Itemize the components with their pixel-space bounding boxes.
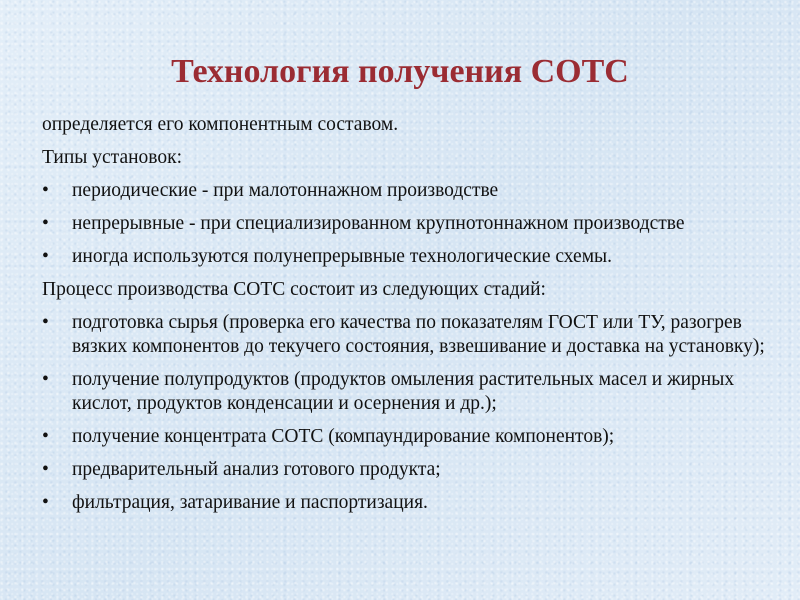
intro-text: определяется его компонентным составом.: [42, 114, 399, 135]
bullet-icon: •: [42, 492, 49, 513]
bullet-icon: •: [42, 312, 49, 333]
slide-body: [42, 113, 772, 524]
bullet-icon: •: [42, 426, 49, 447]
list-item: [42, 491, 772, 515]
process-stages-list: [42, 311, 772, 515]
installation-types-heading: Типы установок:: [42, 147, 182, 168]
slide-title: Технология получения СОТС: [171, 53, 629, 90]
list-item: [42, 245, 772, 269]
list-item: [42, 368, 772, 416]
list-item-text: фильтрация, затаривание и паспортизация.: [72, 492, 428, 513]
bullet-icon: •: [42, 213, 49, 234]
installation-types-list: [42, 179, 772, 269]
list-item: [42, 425, 772, 449]
list-item-text: получение полупродуктов (продуктов омыления растительных масел и жирных кислот, продуктов конденсации и осернения и др.);: [72, 369, 735, 414]
list-item-text: непрерывные - при специализированном крупнотоннажном производстве: [72, 213, 685, 234]
list-item: [42, 311, 772, 359]
bullet-icon: •: [42, 246, 49, 267]
list-item-text: предварительный анализ готового продукта;: [72, 459, 441, 480]
list-item-text: периодические - при малотоннажном производстве: [72, 180, 499, 201]
list-item-text: иногда используются полунепрерывные технологические схемы.: [72, 246, 613, 267]
bullet-icon: •: [42, 459, 49, 480]
list-item-text: подготовка сырья (проверка его качества по показателям ГОСТ или ТУ, разогрев вязких компонентов до текучего состояния, взвешивание и доставка на установку);: [72, 312, 765, 357]
list-item: [42, 458, 772, 482]
list-item-text: получение концентрата СОТС (компаундирование компонентов);: [72, 426, 615, 447]
process-stages-heading: Процесс производства СОТС состоит из следующих стадий:: [42, 279, 546, 300]
bullet-icon: •: [42, 369, 49, 390]
bullet-icon: •: [42, 180, 49, 201]
list-item: [42, 179, 772, 203]
list-item: [42, 212, 772, 236]
